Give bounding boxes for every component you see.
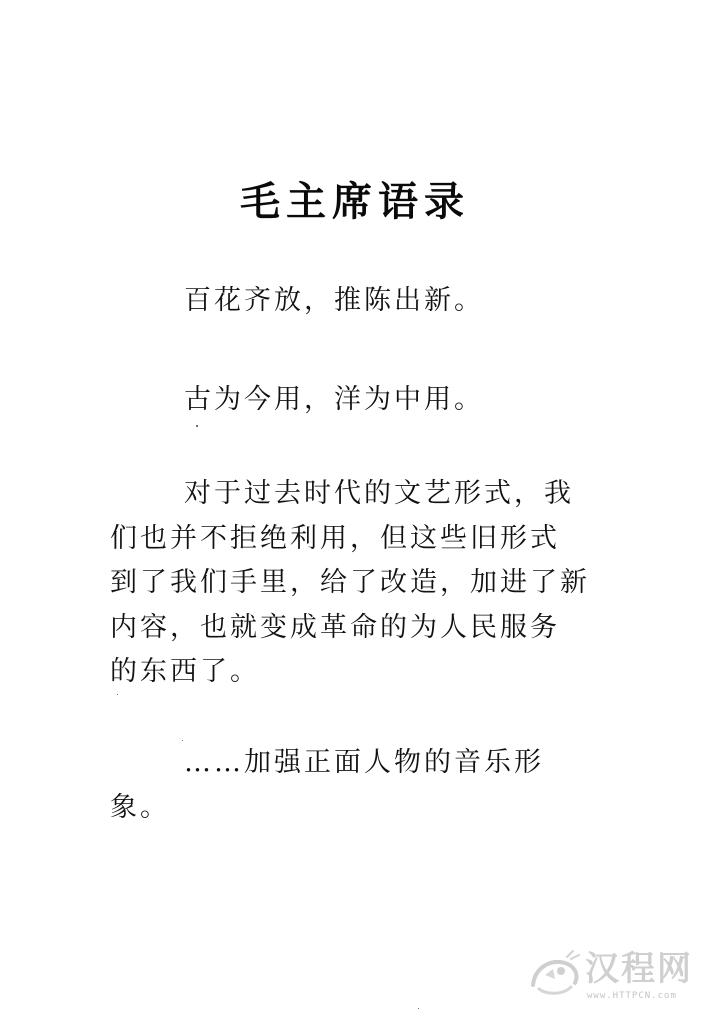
watermark-name: 汉程网: [585, 949, 693, 989]
quote-line: 到了我们手里，给了改造，加进了新: [110, 567, 590, 598]
quote-line: 对于过去时代的文艺形式，我: [184, 478, 574, 509]
quote-line: 的东西了。: [110, 656, 260, 687]
dragon-logo-icon: [525, 945, 585, 1005]
quote-line: 百花齐放，推陈出新。: [184, 285, 484, 316]
watermark-url: www.HTTPCN.com: [587, 991, 677, 1001]
scan-speck: [117, 694, 118, 695]
quote-4: [110, 741, 600, 830]
quote-1: [110, 279, 600, 324]
scan-speck: [182, 740, 183, 741]
page-title: 毛主席语录: [240, 179, 470, 225]
watermark: [525, 945, 705, 1015]
scan-speck: [196, 425, 198, 427]
quote-line: 内容，也就变成革命的为人民服务: [110, 611, 560, 643]
quote-line: 们也并不拒绝利用，但这些旧形式: [110, 522, 560, 554]
quote-3: [110, 472, 600, 695]
quote-2: [110, 378, 600, 423]
quote-line: 象。: [110, 791, 170, 823]
quote-line: 古为今用，洋为中用。: [184, 384, 484, 415]
quote-line: ……加强正面人物的音乐形: [184, 747, 544, 778]
scan-speck: [418, 1008, 419, 1009]
